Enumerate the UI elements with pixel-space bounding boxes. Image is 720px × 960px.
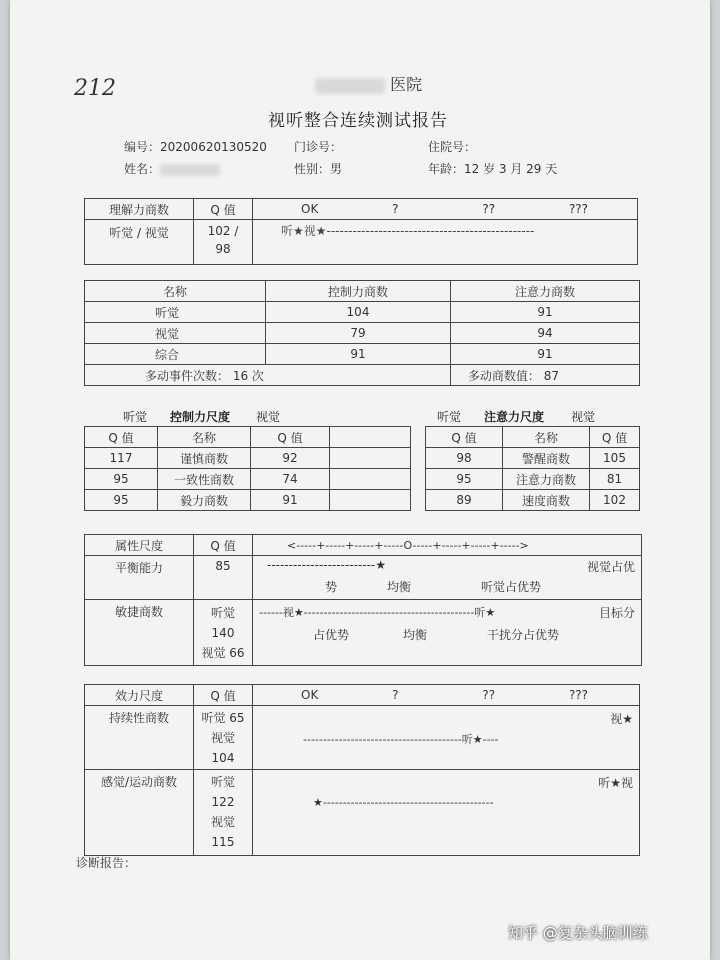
- control-vis-label: 视觉: [256, 410, 281, 424]
- scale-ok: OK: [301, 688, 319, 702]
- row-attention: 91: [451, 344, 640, 365]
- scale-q3: ???: [568, 688, 589, 702]
- header-effectiveness: 效力尺度: [85, 685, 194, 706]
- right-name: 注意力商数: [503, 469, 590, 490]
- attribute-table: [84, 534, 642, 666]
- header-control: 控制力商数: [266, 281, 451, 302]
- agile-label-2: 均衡: [403, 628, 428, 642]
- q-value-1: 102 /: [207, 224, 239, 238]
- agile-line: ------视★-------------------------------------------听★: [259, 606, 496, 619]
- watermark: 知乎 @复杂头脑训练: [508, 924, 648, 942]
- row-control: 91: [266, 344, 451, 365]
- agile-plot: [253, 600, 642, 666]
- left-q2: 92: [251, 448, 330, 469]
- spacer-left: [330, 490, 411, 511]
- scale-q1: ?: [392, 202, 399, 216]
- scale-row: [253, 535, 642, 556]
- report-title: 视听整合连续测试报告: [268, 111, 448, 131]
- left-name: 毅力商数: [158, 490, 251, 511]
- hyperactive-events: 多动事件次数： 16 次: [85, 365, 451, 386]
- balance-label-3: 听觉占优势: [481, 580, 542, 594]
- redacted-hospital-name: [315, 78, 385, 94]
- sens-q3: 视觉: [210, 815, 235, 829]
- header-q: Q 值: [194, 685, 253, 706]
- sens-q1: 听觉: [210, 775, 235, 789]
- header-name: 名称: [85, 281, 266, 302]
- header-q-right: Q 值: [426, 427, 503, 448]
- row-control: 104: [266, 302, 451, 323]
- row-attention: 91: [451, 302, 640, 323]
- agile-label: 敏捷商数: [85, 600, 194, 666]
- sens-plot-2: ★-------------------------------------------: [313, 796, 494, 809]
- agile-label-1: 占优势: [313, 628, 350, 642]
- agile-right-label: 目标分: [598, 606, 635, 620]
- row-label: 听觉 / 视觉: [85, 220, 194, 265]
- balance-line: -------------------------★: [267, 558, 387, 572]
- balance-label-1: 势: [325, 580, 338, 594]
- cont-plot-2: ----------------------------------------听★----: [303, 733, 499, 746]
- sensory-plot: [253, 770, 640, 856]
- hospital-header: [315, 72, 422, 95]
- q-value-2: 98: [215, 242, 231, 256]
- scale-line: <-----+-----+-----+-----O-----+-----+-----+----->: [287, 539, 529, 552]
- handwritten-number: 212: [74, 76, 116, 101]
- patient-sex: 性别：男: [294, 162, 343, 176]
- row-name: 视觉: [85, 323, 266, 344]
- header-comprehension: 理解力商数: [85, 199, 194, 220]
- control-hear-label: 听觉: [123, 410, 148, 424]
- sensory-label: 感觉/运动商数: [85, 770, 194, 856]
- row-plot: [253, 220, 638, 265]
- row-name: 综合: [85, 344, 266, 365]
- redacted-name: [160, 164, 220, 176]
- attention-scale-title: 注意力尺度: [484, 410, 545, 424]
- agile-label-3: 干扰分占优势: [487, 628, 560, 642]
- sensory-q: [194, 770, 253, 856]
- scale-table: [84, 426, 640, 511]
- number-label: 编号：: [124, 140, 161, 154]
- right-q1: 89: [426, 490, 503, 511]
- header-attention: 注意力商数: [451, 281, 640, 302]
- scale-q2: ??: [482, 202, 496, 216]
- right-q2: 105: [590, 448, 640, 469]
- scale-q2: ??: [482, 688, 496, 702]
- row-attention: 94: [451, 323, 640, 344]
- right-q1: 98: [426, 448, 503, 469]
- clinic-number: 门诊号：: [294, 140, 343, 154]
- scale-q3: ???: [568, 202, 589, 216]
- hyperactive-quotient: 多动商数值： 87: [451, 365, 640, 386]
- right-q2: 81: [590, 469, 640, 490]
- scale-ok: OK: [301, 202, 319, 216]
- header-q-right2: Q 值: [590, 427, 640, 448]
- cont-q3: 104: [211, 751, 235, 765]
- header-scale: [253, 685, 640, 706]
- left-q1: 117: [85, 448, 158, 469]
- balance-label-2: 均衡: [387, 580, 412, 594]
- continuity-q: [194, 706, 253, 770]
- name-label: 姓名：: [124, 162, 161, 176]
- header-name-left: 名称: [158, 427, 251, 448]
- right-q1: 95: [426, 469, 503, 490]
- row-q: [194, 220, 253, 265]
- left-q2: 91: [251, 490, 330, 511]
- left-name: 谨慎商数: [158, 448, 251, 469]
- right-name: 速度商数: [503, 490, 590, 511]
- inpatient-number: 住院号：: [428, 140, 477, 154]
- attention-vis-label: 视觉: [571, 410, 596, 424]
- balance-right-label: 视觉占优: [586, 560, 635, 574]
- hospital-suffix: 医院: [390, 75, 423, 94]
- gap: [411, 469, 426, 490]
- plot-line: 听★视★------------------------------------------------: [281, 224, 535, 238]
- comprehension-table: [84, 198, 638, 265]
- diagnosis-label: 诊断报告：: [76, 856, 137, 870]
- continuity-label: 持续性商数: [85, 706, 194, 770]
- sens-q2: 122: [211, 795, 235, 809]
- left-q2: 74: [251, 469, 330, 490]
- header-q: Q 值: [194, 199, 253, 220]
- gap: [411, 448, 426, 469]
- balance-q: 85: [194, 556, 253, 600]
- row-control: 79: [266, 323, 451, 344]
- control-scale-title: 控制力尺度: [170, 410, 231, 424]
- left-name: 一致性商数: [158, 469, 251, 490]
- effectiveness-table: [84, 684, 640, 856]
- number-value: 20200620130520: [160, 140, 267, 154]
- left-q1: 95: [85, 490, 158, 511]
- spacer-left: [330, 427, 411, 448]
- right-q2: 102: [590, 490, 640, 511]
- header-q-left2: Q 值: [251, 427, 330, 448]
- attention-hear-label: 听觉: [437, 410, 462, 424]
- agile-q1: 听觉: [210, 606, 235, 620]
- left-q1: 95: [85, 469, 158, 490]
- balance-plot: [253, 556, 642, 600]
- continuity-plot: [253, 706, 640, 770]
- header-attribute: 属性尺度: [85, 535, 194, 556]
- agile-q3: 视觉 66: [201, 646, 245, 660]
- agile-q: [194, 600, 253, 666]
- patient-age: 年龄：12 岁 3 月 29 天: [428, 162, 558, 176]
- cont-q2: 视觉: [210, 731, 235, 745]
- gap: [411, 490, 426, 511]
- row-name: 听觉: [85, 302, 266, 323]
- patient-name: [124, 160, 220, 177]
- spacer-left: [330, 469, 411, 490]
- sens-plot-1: 听★视: [598, 776, 633, 790]
- gap: [411, 427, 426, 448]
- sens-q4: 115: [211, 835, 235, 849]
- agile-q2: 140: [211, 626, 235, 640]
- balance-label: 平衡能力: [85, 556, 194, 600]
- header-q-left: Q 值: [85, 427, 158, 448]
- header-q: Q 值: [194, 535, 253, 556]
- header-name-right: 名称: [503, 427, 590, 448]
- right-name: 警醒商数: [503, 448, 590, 469]
- scale-q1: ?: [392, 688, 399, 702]
- quotient-table: [84, 280, 640, 386]
- spacer-left: [330, 448, 411, 469]
- report-number: [124, 138, 267, 155]
- cont-plot-1: 视★: [610, 712, 633, 726]
- cont-q1: 听觉 65: [201, 711, 245, 725]
- header-scale: [253, 199, 638, 220]
